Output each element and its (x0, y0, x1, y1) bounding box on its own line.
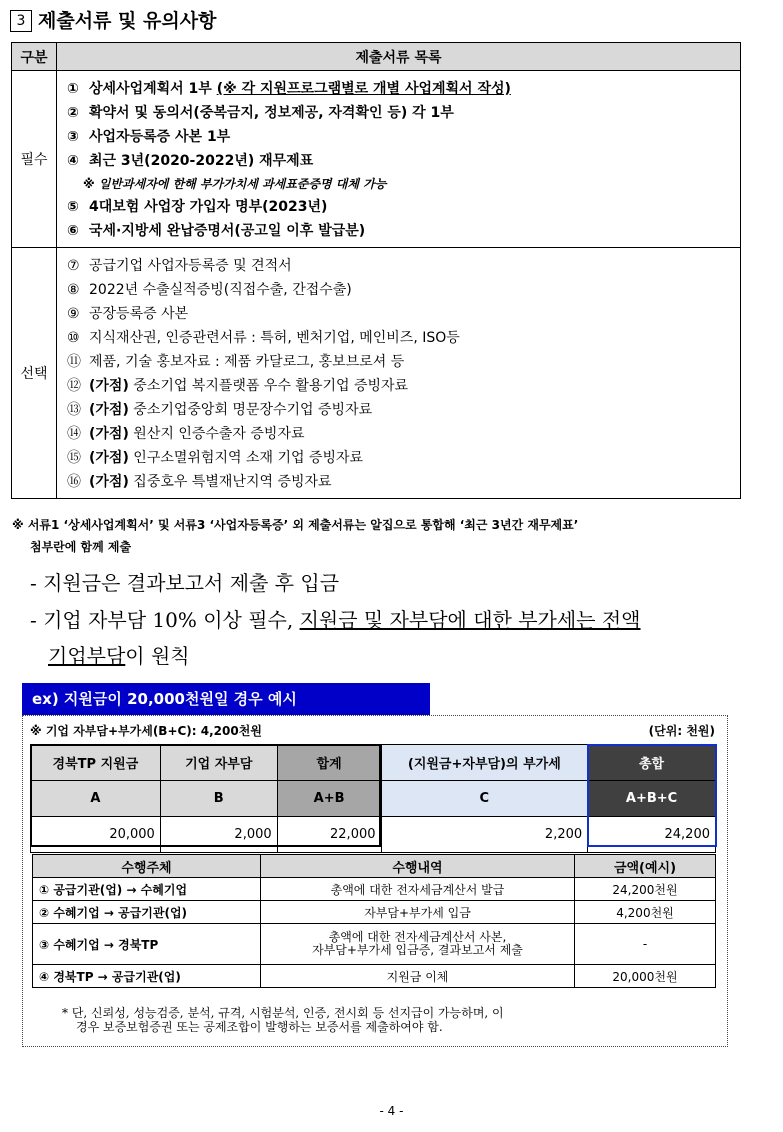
calc-label: C (381, 781, 588, 817)
list-item: ⑨ 공장등록증 사본 (67, 306, 189, 322)
section-title (10, 6, 216, 33)
bullet-payment: - 지원금은 결과보고서 제출 후 입금 (30, 571, 340, 595)
required-label: 필수 (12, 71, 57, 248)
list-item: ③ 사업자등록증 사본 1부 (67, 129, 231, 145)
section-number: 3 (10, 10, 32, 32)
calc-header: 합계 (277, 745, 381, 781)
list-item: ⑧ 2022년 수출실적증빙(직접수출, 간접수출) (67, 282, 352, 298)
bullet-self-burden-cont: 기업부담이 원칙 (48, 644, 190, 668)
optional-row (12, 248, 741, 499)
flow-header: 금액(예시) (575, 855, 716, 878)
calc-value: 22,000 (277, 817, 381, 853)
required-row (12, 71, 741, 248)
list-item: ⑯ (가점) 집중호우 특별재난지역 증빙자료 (67, 474, 332, 490)
list-item: ⑥ 국세·지방세 완납증명서(공고일 이후 발급분) (67, 223, 366, 239)
calc-header: 기업 자부담 (160, 745, 277, 781)
list-item: ⑫ (가점) 중소기업 복지플랫폼 우수 활용기업 증빙자료 (67, 378, 409, 394)
calc-value: 2,000 (160, 817, 277, 853)
unit-label: (단위: 천원) (648, 724, 715, 738)
page-number: - 4 - (379, 1104, 404, 1118)
list-item: ⑭ (가점) 원산지 인증수출자 증빙자료 (67, 426, 305, 442)
calc-value: 24,200 (588, 817, 716, 853)
table-row: ① 공급기관(업) → 수혜기업 총액에 대한 전자세금계산서 발급 24,200천원 (33, 878, 716, 901)
calc-value: 2,200 (381, 817, 588, 853)
optional-label: 선택 (12, 248, 57, 499)
col-doc-list: 제출서류 목록 (57, 43, 741, 71)
section-title-text: 제출서류 및 유의사항 (38, 10, 217, 32)
submission-footnote: ※ 서류1 ‘상세사업계획서’ 및 서류3 ‘사업자등록증’ 외 제출서류는 알집으로 통합해 ‘최근 3년간 재무제표’ 첨부란에 함께 제출 (12, 518, 579, 554)
list-item: ⑤ 4대보험 사업장 가입자 명부(2023년) (67, 199, 328, 215)
calc-label: A+B+C (588, 781, 716, 817)
list-item: ⑪ 제품, 기술 홍보자료 : 제품 카달로그, 홍보브로셔 등 (67, 354, 405, 370)
calculation-table (30, 744, 716, 853)
list-item: ⑦ 공급기업 사업자등록증 및 견적서 (67, 258, 292, 274)
list-item: ⑬ (가점) 중소기업중앙회 명문장수기업 증빙자료 (67, 402, 373, 418)
prepayment-note: * 단, 신뢰성, 성능검증, 분석, 규격, 시험분석, 인증, 전시회 등 선지급이 가능하며, 이 경우 보증보험증권 또는 공제조합이 발행하는 보증서를 제출하여야 함. (62, 1006, 504, 1034)
col-category: 구분 (12, 43, 57, 71)
list-item: ① 상세사업계획서 1부 (※ 각 지원프로그램별로 개별 사업계획서 작성) (67, 81, 511, 97)
list-item: ② 확약서 및 동의서(중복금지, 정보제공, 자격확인 등) 각 1부 (67, 105, 454, 121)
flow-header: 수행주체 (33, 855, 261, 878)
list-item: ⑩ 지식재산권, 인증관련서류 : 특허, 벤처기업, 메인비즈, ISO등 (67, 330, 460, 346)
calc-label: A+B (277, 781, 381, 817)
example-title: ex) 지원금이 20,000천원일 경우 예시 (22, 683, 430, 715)
table-row: ③ 수혜기업 → 경북TP 총액에 대한 전자세금계산서 사본, 자부담+부가세 입금증, 결과보고서 제출 - (33, 924, 716, 965)
calc-header: 경북TP 지원금 (31, 745, 161, 781)
calc-value: 20,000 (31, 817, 161, 853)
calc-label: A (31, 781, 161, 817)
process-table (32, 854, 716, 988)
calc-label: B (160, 781, 277, 817)
vat-note: ※ 일반과세자에 한해 부가가치세 과세표준증명 대체 가능 (83, 177, 387, 191)
calc-header: (지원금+자부담)의 부가세 (381, 745, 588, 781)
list-item: ④ 최근 3년(2020-2022년) 재무제표 (67, 153, 314, 169)
list-item: ⑮ (가점) 인구소멸위험지역 소재 기업 증빙자료 (67, 450, 364, 466)
required-list (57, 71, 741, 248)
example-summary: ※ 기업 자부담+부가세(B+C): 4,200천원 (단위: 천원) (30, 724, 715, 738)
bullet-self-burden: - 기업 자부담 10% 이상 필수, 지원금 및 자부담에 대한 부가세는 전액 (30, 608, 641, 632)
table-row: ② 수혜기업 → 공급기관(업) 자부담+부가세 입금 4,200천원 (33, 901, 716, 924)
optional-list (57, 248, 741, 499)
table-row: ④ 경북TP → 공급기관(업) 지원금 이체 20,000천원 (33, 965, 716, 988)
flow-header: 수행내역 (261, 855, 575, 878)
calc-header: 총합 (588, 745, 716, 781)
documents-table (11, 42, 741, 499)
